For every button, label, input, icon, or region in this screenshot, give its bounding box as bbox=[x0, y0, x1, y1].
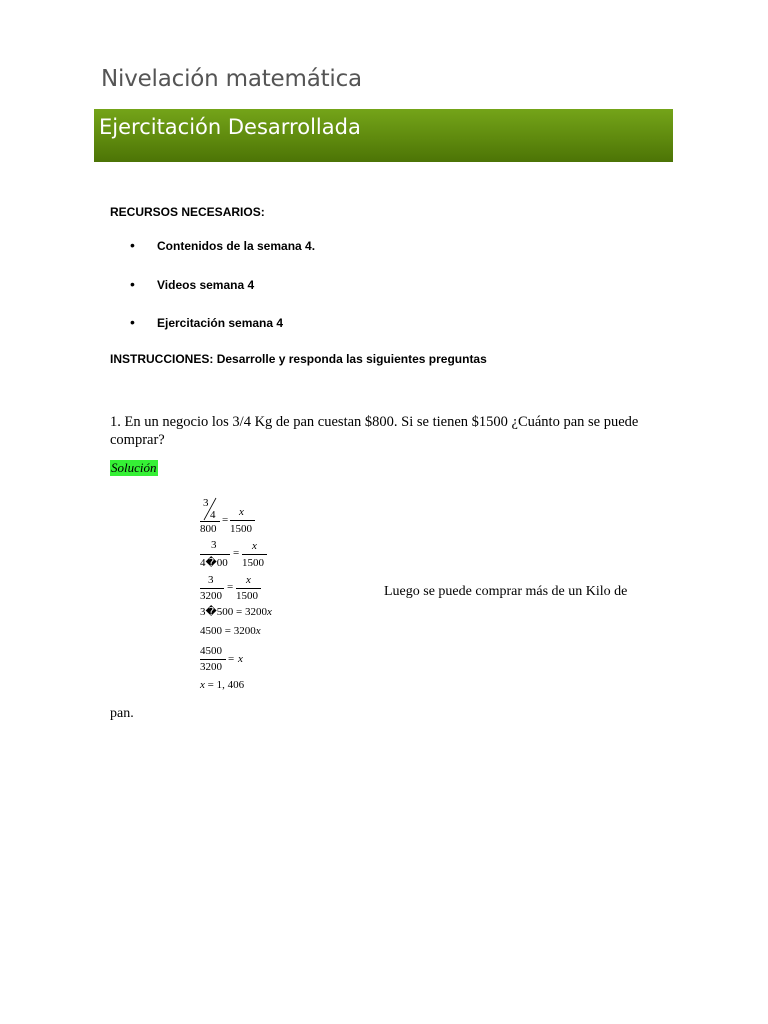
math-term: 3200 bbox=[200, 661, 222, 673]
fraction-bar bbox=[200, 588, 224, 589]
math-term: 3�500 bbox=[200, 606, 234, 618]
math-term: 4 bbox=[210, 509, 216, 521]
math-term: 3 bbox=[208, 574, 214, 586]
math-term: 4�00 bbox=[200, 557, 228, 569]
document-title: Nivelación matemática bbox=[101, 66, 362, 92]
math-equation bbox=[200, 607, 272, 618]
instructions bbox=[110, 352, 487, 366]
fraction-bar bbox=[236, 588, 261, 589]
math-term: 3 bbox=[203, 497, 209, 509]
resource-item bbox=[130, 276, 254, 292]
math-term: = bbox=[224, 625, 231, 637]
math-term: = bbox=[227, 581, 234, 593]
bullet-icon: • bbox=[130, 237, 135, 253]
math-term: 3200 bbox=[233, 625, 256, 637]
math-term: x bbox=[238, 653, 243, 665]
instructions-label: INSTRUCCIONES: bbox=[110, 352, 214, 366]
math-term: 3 bbox=[211, 539, 217, 551]
math-term: 1, 406 bbox=[216, 679, 245, 691]
math-term: 4500 bbox=[200, 645, 222, 657]
math-term: = bbox=[222, 514, 229, 526]
conclusion-text-end: pan. bbox=[110, 706, 134, 721]
bullet-icon: • bbox=[130, 314, 135, 330]
math-term: 800 bbox=[200, 523, 217, 535]
math-term: 3200 bbox=[200, 590, 222, 602]
section-banner bbox=[94, 109, 673, 162]
solution-label: Solución bbox=[111, 460, 157, 475]
instructions-text: Desarrolle y responda las siguientes preguntas bbox=[216, 352, 487, 366]
fraction-bar bbox=[200, 659, 226, 660]
conclusion-text: Luego se puede comprar más de un Kilo de bbox=[384, 584, 628, 599]
math-term: x bbox=[252, 540, 257, 552]
bullet-icon: • bbox=[130, 276, 135, 292]
resource-item bbox=[130, 314, 283, 330]
fraction-bar bbox=[230, 520, 255, 521]
math-term: x bbox=[267, 606, 272, 618]
question-text: 1. En un negocio los 3/4 Kg de pan cuestan $800. Si se tienen $1500 ¿Cuánto pan se puede comprar? bbox=[110, 414, 639, 448]
math-term: = bbox=[228, 653, 235, 665]
math-term: 3200 bbox=[245, 606, 267, 618]
math-equation bbox=[200, 680, 244, 691]
math-term: x bbox=[200, 679, 205, 691]
resource-item-label: Ejercitación semana 4 bbox=[157, 316, 284, 330]
math-term: 4500 bbox=[200, 625, 222, 637]
math-term: = bbox=[236, 606, 243, 618]
math-term: = bbox=[233, 547, 240, 559]
math-term: x bbox=[239, 506, 244, 518]
math-term: 1500 bbox=[236, 590, 258, 602]
math-equation bbox=[200, 626, 261, 637]
math-term: = bbox=[207, 679, 214, 691]
fraction-bar bbox=[242, 554, 267, 555]
resource-item-label: Videos semana 4 bbox=[157, 278, 255, 292]
resource-item bbox=[130, 237, 315, 253]
resource-item-label: Contenidos de la semana 4. bbox=[157, 239, 316, 253]
resources-heading: RECURSOS NECESARIOS: bbox=[110, 205, 265, 219]
math-term: x bbox=[246, 574, 251, 586]
math-term: x bbox=[255, 625, 261, 637]
banner-title: Ejercitación Desarrollada bbox=[99, 115, 361, 139]
fraction-bar bbox=[200, 521, 220, 522]
math-term: 1500 bbox=[242, 557, 264, 569]
math-term: 1500 bbox=[230, 523, 252, 535]
fraction-bar bbox=[200, 554, 230, 555]
